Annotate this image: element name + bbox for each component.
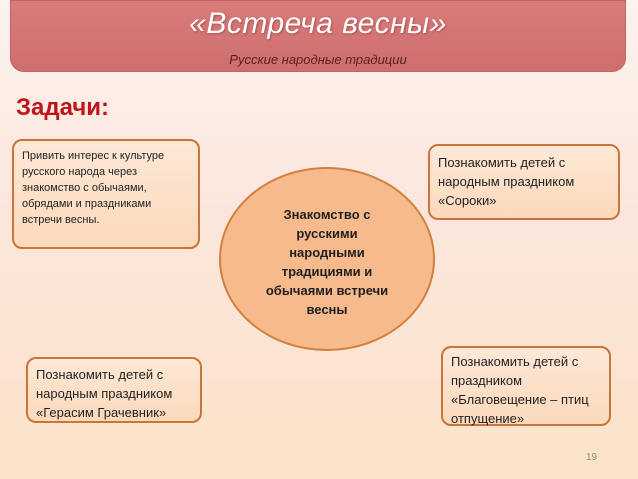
title-banner	[10, 0, 626, 72]
goal-text-top-right: Познакомить детей с народным праздником «Сороки»	[438, 155, 575, 208]
goal-box-bottom-left	[26, 357, 202, 423]
goal-text-top-left: Привить интерес к культуре русского народа через знакомство с обычаями, обрядами и праздниками встречи весны.	[22, 150, 165, 226]
goal-box-top-left	[12, 139, 200, 249]
central-ellipse	[219, 167, 435, 351]
section-heading: Задачи:	[16, 94, 110, 121]
goal-box-top-right	[428, 144, 620, 220]
goal-text-bottom-left: Познакомить детей с народным праздником «Герасим Грачевник»	[36, 367, 173, 420]
central-text: Знакомство с русскими народными традициями и обычаями встречи весны	[265, 207, 389, 317]
slide-title: «Встреча весны»	[189, 7, 447, 40]
slide-subtitle: Русские народные традиции	[229, 52, 407, 67]
goal-text-bottom-right: Познакомить детей с праздником «Благовещение – птиц отпущение»	[451, 354, 589, 426]
goal-box-bottom-right	[441, 346, 611, 426]
page-number: 19	[586, 452, 598, 463]
